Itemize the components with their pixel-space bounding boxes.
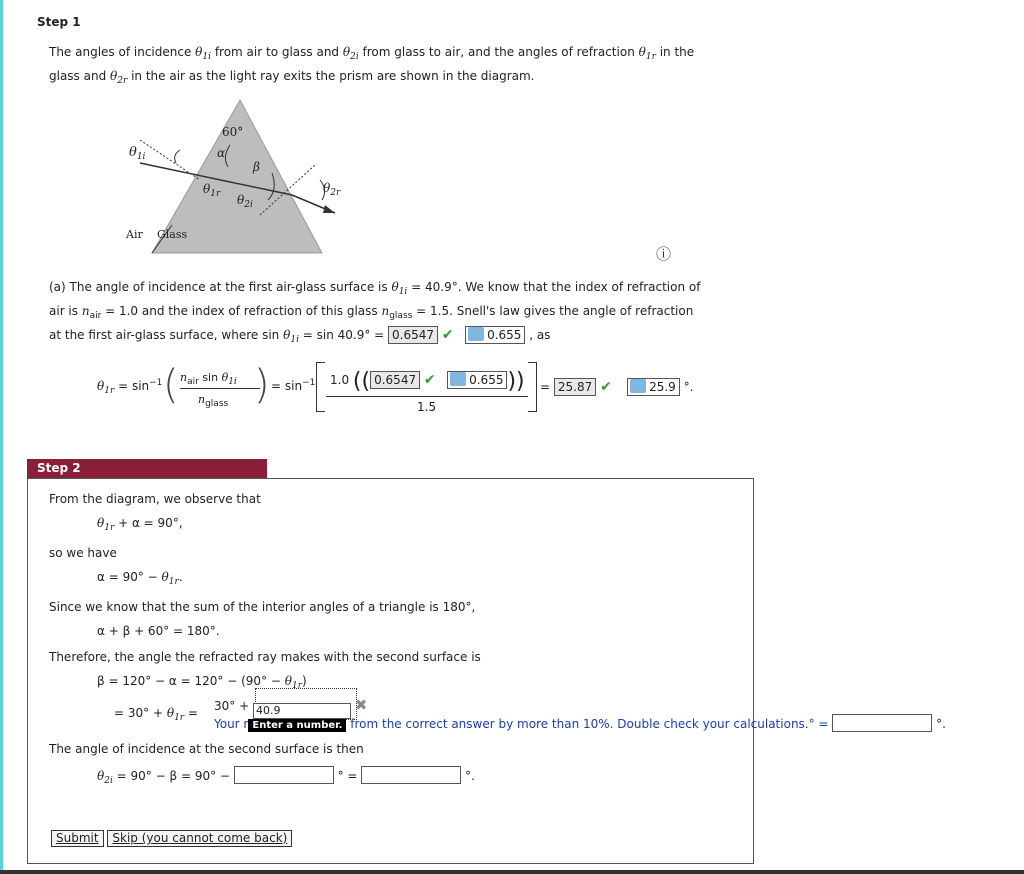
prism-diagram xyxy=(110,95,350,260)
bracket-left xyxy=(316,362,325,412)
fraction-bar xyxy=(180,388,260,389)
part-a-line2: air is $n_{air} = 1.0$ and the index of refraction of this glass $n_{glass} = 1.5$. Snell's law gives the angle of refraction xyxy=(49,304,694,321)
sub-2i: 2i xyxy=(350,52,359,62)
intro-text: from air to glass and xyxy=(211,45,343,59)
step1-intro-line1 xyxy=(49,45,694,62)
answer-theta1r: 25.87 xyxy=(554,378,596,396)
equation-mid: = $\sin^{-1}$ xyxy=(271,378,316,393)
key-sin-value[interactable]: 0.655 xyxy=(465,326,525,344)
eq6: $\theta_{2i} = 90^\circ - \beta = 90^\circ$ − ° = °. xyxy=(97,766,475,786)
alpha-label: α xyxy=(217,146,226,160)
beta-label: β xyxy=(253,160,260,174)
left-accent-bar xyxy=(0,0,3,874)
error-icon: ✖ xyxy=(354,696,368,714)
theta1r-label: $\theta_{1r}$ xyxy=(203,182,221,199)
beta-input[interactable] xyxy=(832,714,932,732)
part-a-text: = 40.9°. We know that the index of refraction of xyxy=(407,280,701,294)
ray-arrowhead xyxy=(323,205,335,213)
bracket-denominator: 1.5 xyxy=(417,400,437,414)
theta1r-result: = 25.87 ✔ 25.9 °. xyxy=(540,379,694,395)
key-sin-value-2[interactable]: 0.655 xyxy=(447,371,507,389)
intro-text: The angles of incidence xyxy=(49,45,196,59)
bracket-fraction-bar xyxy=(326,396,528,397)
step1-title: Step 1 xyxy=(37,15,81,29)
step2-panel xyxy=(27,478,754,864)
paren-left: ( xyxy=(163,362,179,408)
theta2i-input[interactable] xyxy=(361,766,461,784)
bracket-numerator: 1.0 (( 0.6547 ✔ 0.655 )) xyxy=(330,369,525,394)
fraction-numerator: $n_{air}$ $\sin \theta_{1i}$ xyxy=(180,371,237,387)
fraction-denominator: $n_{glass}$ xyxy=(198,393,229,409)
air-label: Air xyxy=(126,228,143,241)
second-surface-text: The angle of incidence at the second surface is then xyxy=(49,742,364,756)
key-theta1r[interactable]: 25.9 xyxy=(627,378,680,396)
answer-sin-value: 0.6547 xyxy=(388,326,438,344)
intro-text: in the xyxy=(655,45,695,59)
so-we-have: so we have xyxy=(49,546,117,560)
theta1r-input[interactable]: 40.9 xyxy=(253,703,351,719)
skip-button[interactable]: Skip (you cannot come back) xyxy=(107,830,292,847)
part-a-line3: at the first air-glass surface, where $\sin \theta_{1i} = \sin 40.9^\circ = 0.6547$ ✔ 0.655 , as xyxy=(49,327,551,345)
glass-label: Glass xyxy=(157,228,188,241)
info-icon[interactable]: ⓘ xyxy=(656,245,672,263)
intro-text: from glass to air, and the angles of refraction xyxy=(358,45,639,59)
intro-text: in the air as the light ray exits the prism are shown in the diagram. xyxy=(127,69,535,83)
key-icon xyxy=(630,379,646,393)
paren-right: ) xyxy=(254,362,270,408)
theta1r-equation-lhs: $\theta_{1r} = \sin^{-1}$ xyxy=(97,378,163,396)
theta-symbol: θ xyxy=(195,45,203,59)
submit-button[interactable]: Submit xyxy=(51,830,104,847)
step2-tab: Step 2 xyxy=(27,459,267,478)
theta2r-label: $\theta_{2r}$ xyxy=(323,181,341,198)
step1-intro-line2 xyxy=(49,69,535,86)
part-a-text: (a) The angle of incidence at the first air-glass surface is xyxy=(49,280,392,294)
bottom-bar xyxy=(0,870,1024,874)
bracket-right xyxy=(528,362,537,412)
theta-symbol: θ xyxy=(638,45,646,59)
sub-1r: 1r xyxy=(645,52,656,62)
eq2: $\alpha = 90^\circ - \theta_{1r}$. xyxy=(97,570,183,587)
eq4: $\beta = 120^\circ - \alpha = 120^\circ - (90^\circ - \theta_{1r})$ xyxy=(97,674,307,691)
theta-symbol: θ xyxy=(342,45,351,59)
error-message: Your r Enter a number. from the correct answer by more than 10%. Double check your calculations.° = °. xyxy=(214,714,946,732)
intro-text: glass and xyxy=(49,69,111,83)
check-icon: ✔ xyxy=(423,372,436,388)
apex-angle-label: 60° xyxy=(222,125,244,139)
theta-symbol: θ xyxy=(110,69,118,83)
key-icon xyxy=(450,372,466,386)
enter-number-tooltip: Enter a number. xyxy=(248,719,346,732)
theta1i-arc xyxy=(175,150,180,163)
check-icon: ✔ xyxy=(441,327,454,343)
observe-text: From the diagram, we observe that xyxy=(49,492,261,506)
answer-sin-value-2: 0.6547 xyxy=(370,371,420,389)
normal-line-1 xyxy=(140,140,200,180)
eq5-lhs: = $30^\circ + \theta_{1r}$ = xyxy=(114,706,198,723)
beta-input-2[interactable] xyxy=(234,766,334,784)
sub-2r: 2r xyxy=(117,76,128,86)
key-icon xyxy=(468,327,484,341)
sub-1i: 1i xyxy=(202,52,211,62)
theta1i-label: $\theta_{1i}$ xyxy=(129,145,146,162)
theta2i-label: $\theta_{2i}$ xyxy=(237,193,253,210)
eq1: $\theta_{1r} + \alpha = 90^\circ$, xyxy=(97,516,183,533)
eq5-top: 30° + 40.9 ✖ xyxy=(214,696,368,717)
part-a-line1: (a) The angle of incidence at the first air-glass surface is $\theta_{1i} = 40.9^\circ$. We know that the index of refraction of xyxy=(49,280,701,297)
therefore-text: Therefore, the angle the refracted ray makes with the second surface is xyxy=(49,650,481,664)
check-icon: ✔ xyxy=(600,379,612,395)
sum-text: Since we know that the sum of the interior angles of a triangle is 180°, xyxy=(49,600,476,614)
button-row xyxy=(51,830,292,847)
eq3: α + β + 60° = 180°. xyxy=(97,624,220,638)
